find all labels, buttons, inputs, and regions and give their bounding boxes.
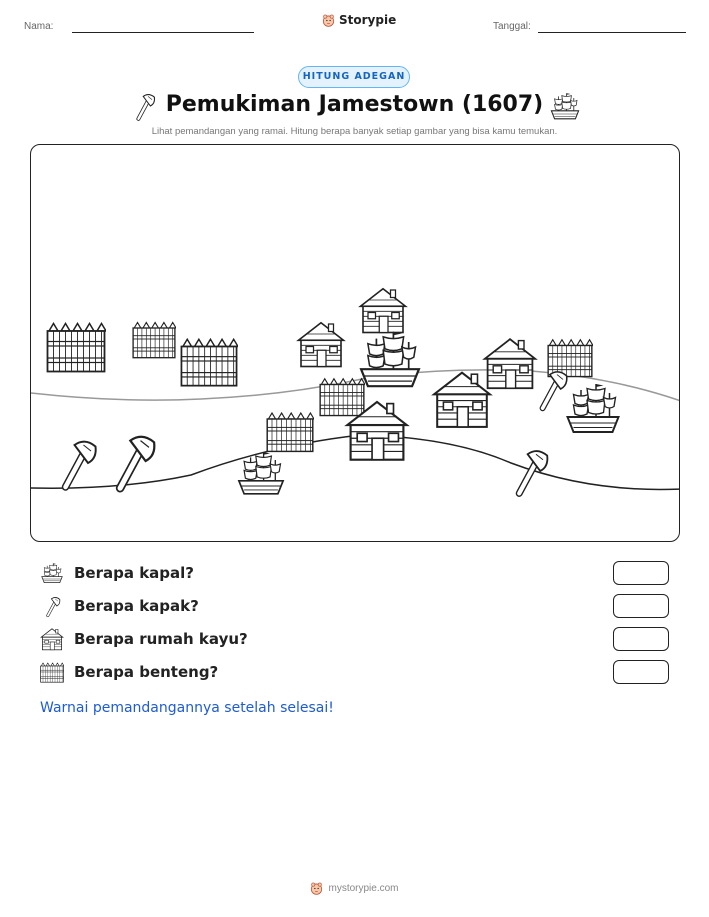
brand-logo xyxy=(322,13,396,27)
cabin-4 xyxy=(434,373,490,427)
cabin-icon xyxy=(40,627,64,651)
fort-4 xyxy=(320,379,365,416)
footer-url[interactable]: mystorypie.com xyxy=(328,883,399,894)
mascot-icon xyxy=(310,882,323,895)
question-text: Berapa kapal? xyxy=(74,564,195,582)
activity-badge: HITUNG ADEGAN xyxy=(298,66,410,88)
name-label: Nama: xyxy=(24,21,54,32)
fort-1 xyxy=(48,324,107,372)
date-label: Tanggal: xyxy=(493,21,531,32)
question-axes xyxy=(40,594,670,620)
axe-icon xyxy=(40,594,64,618)
axe-4 xyxy=(519,451,547,493)
question-forts xyxy=(40,660,670,686)
answer-box-axes[interactable] xyxy=(613,594,669,618)
question-cabins xyxy=(40,627,670,653)
fort-3 xyxy=(181,339,238,385)
name-field[interactable] xyxy=(72,32,254,33)
cabin-2 xyxy=(299,323,344,367)
scene-illustration xyxy=(31,145,680,542)
question-text: Berapa benteng? xyxy=(74,663,219,681)
answer-box-ships[interactable] xyxy=(613,561,669,585)
instructions: Lihat pemandangan yang ramai. Hitung berapa banyak setiap gambar yang bisa kamu temukan. xyxy=(151,126,558,137)
question-ships xyxy=(40,561,670,587)
answer-box-forts[interactable] xyxy=(613,660,669,684)
cabin-3 xyxy=(485,339,535,388)
footer xyxy=(0,882,709,895)
coloring-note: Warnai pemandangannya setelah selesai! xyxy=(40,700,334,716)
fort-icon xyxy=(40,660,64,684)
counting-scene xyxy=(30,144,680,542)
ship-3 xyxy=(239,452,283,494)
ship-icon xyxy=(549,90,581,122)
ship-2 xyxy=(568,384,619,432)
ship-1 xyxy=(361,332,419,386)
axe-2 xyxy=(120,437,154,488)
question-text: Berapa kapak? xyxy=(74,597,199,615)
date-field[interactable] xyxy=(538,32,686,33)
ship-icon xyxy=(40,561,64,585)
brand-name: Storypie xyxy=(339,13,397,27)
fort-2 xyxy=(133,323,176,358)
axe-1 xyxy=(66,442,96,487)
page-title: Pemukiman Jamestown (1607) xyxy=(165,92,544,117)
answer-box-cabins[interactable] xyxy=(613,627,669,651)
cabin-1 xyxy=(361,289,406,333)
fort-6 xyxy=(548,340,593,377)
axe-3 xyxy=(543,372,567,408)
fort-5 xyxy=(267,413,314,451)
mascot-icon xyxy=(322,14,335,27)
question-text: Berapa rumah kayu? xyxy=(74,630,248,648)
